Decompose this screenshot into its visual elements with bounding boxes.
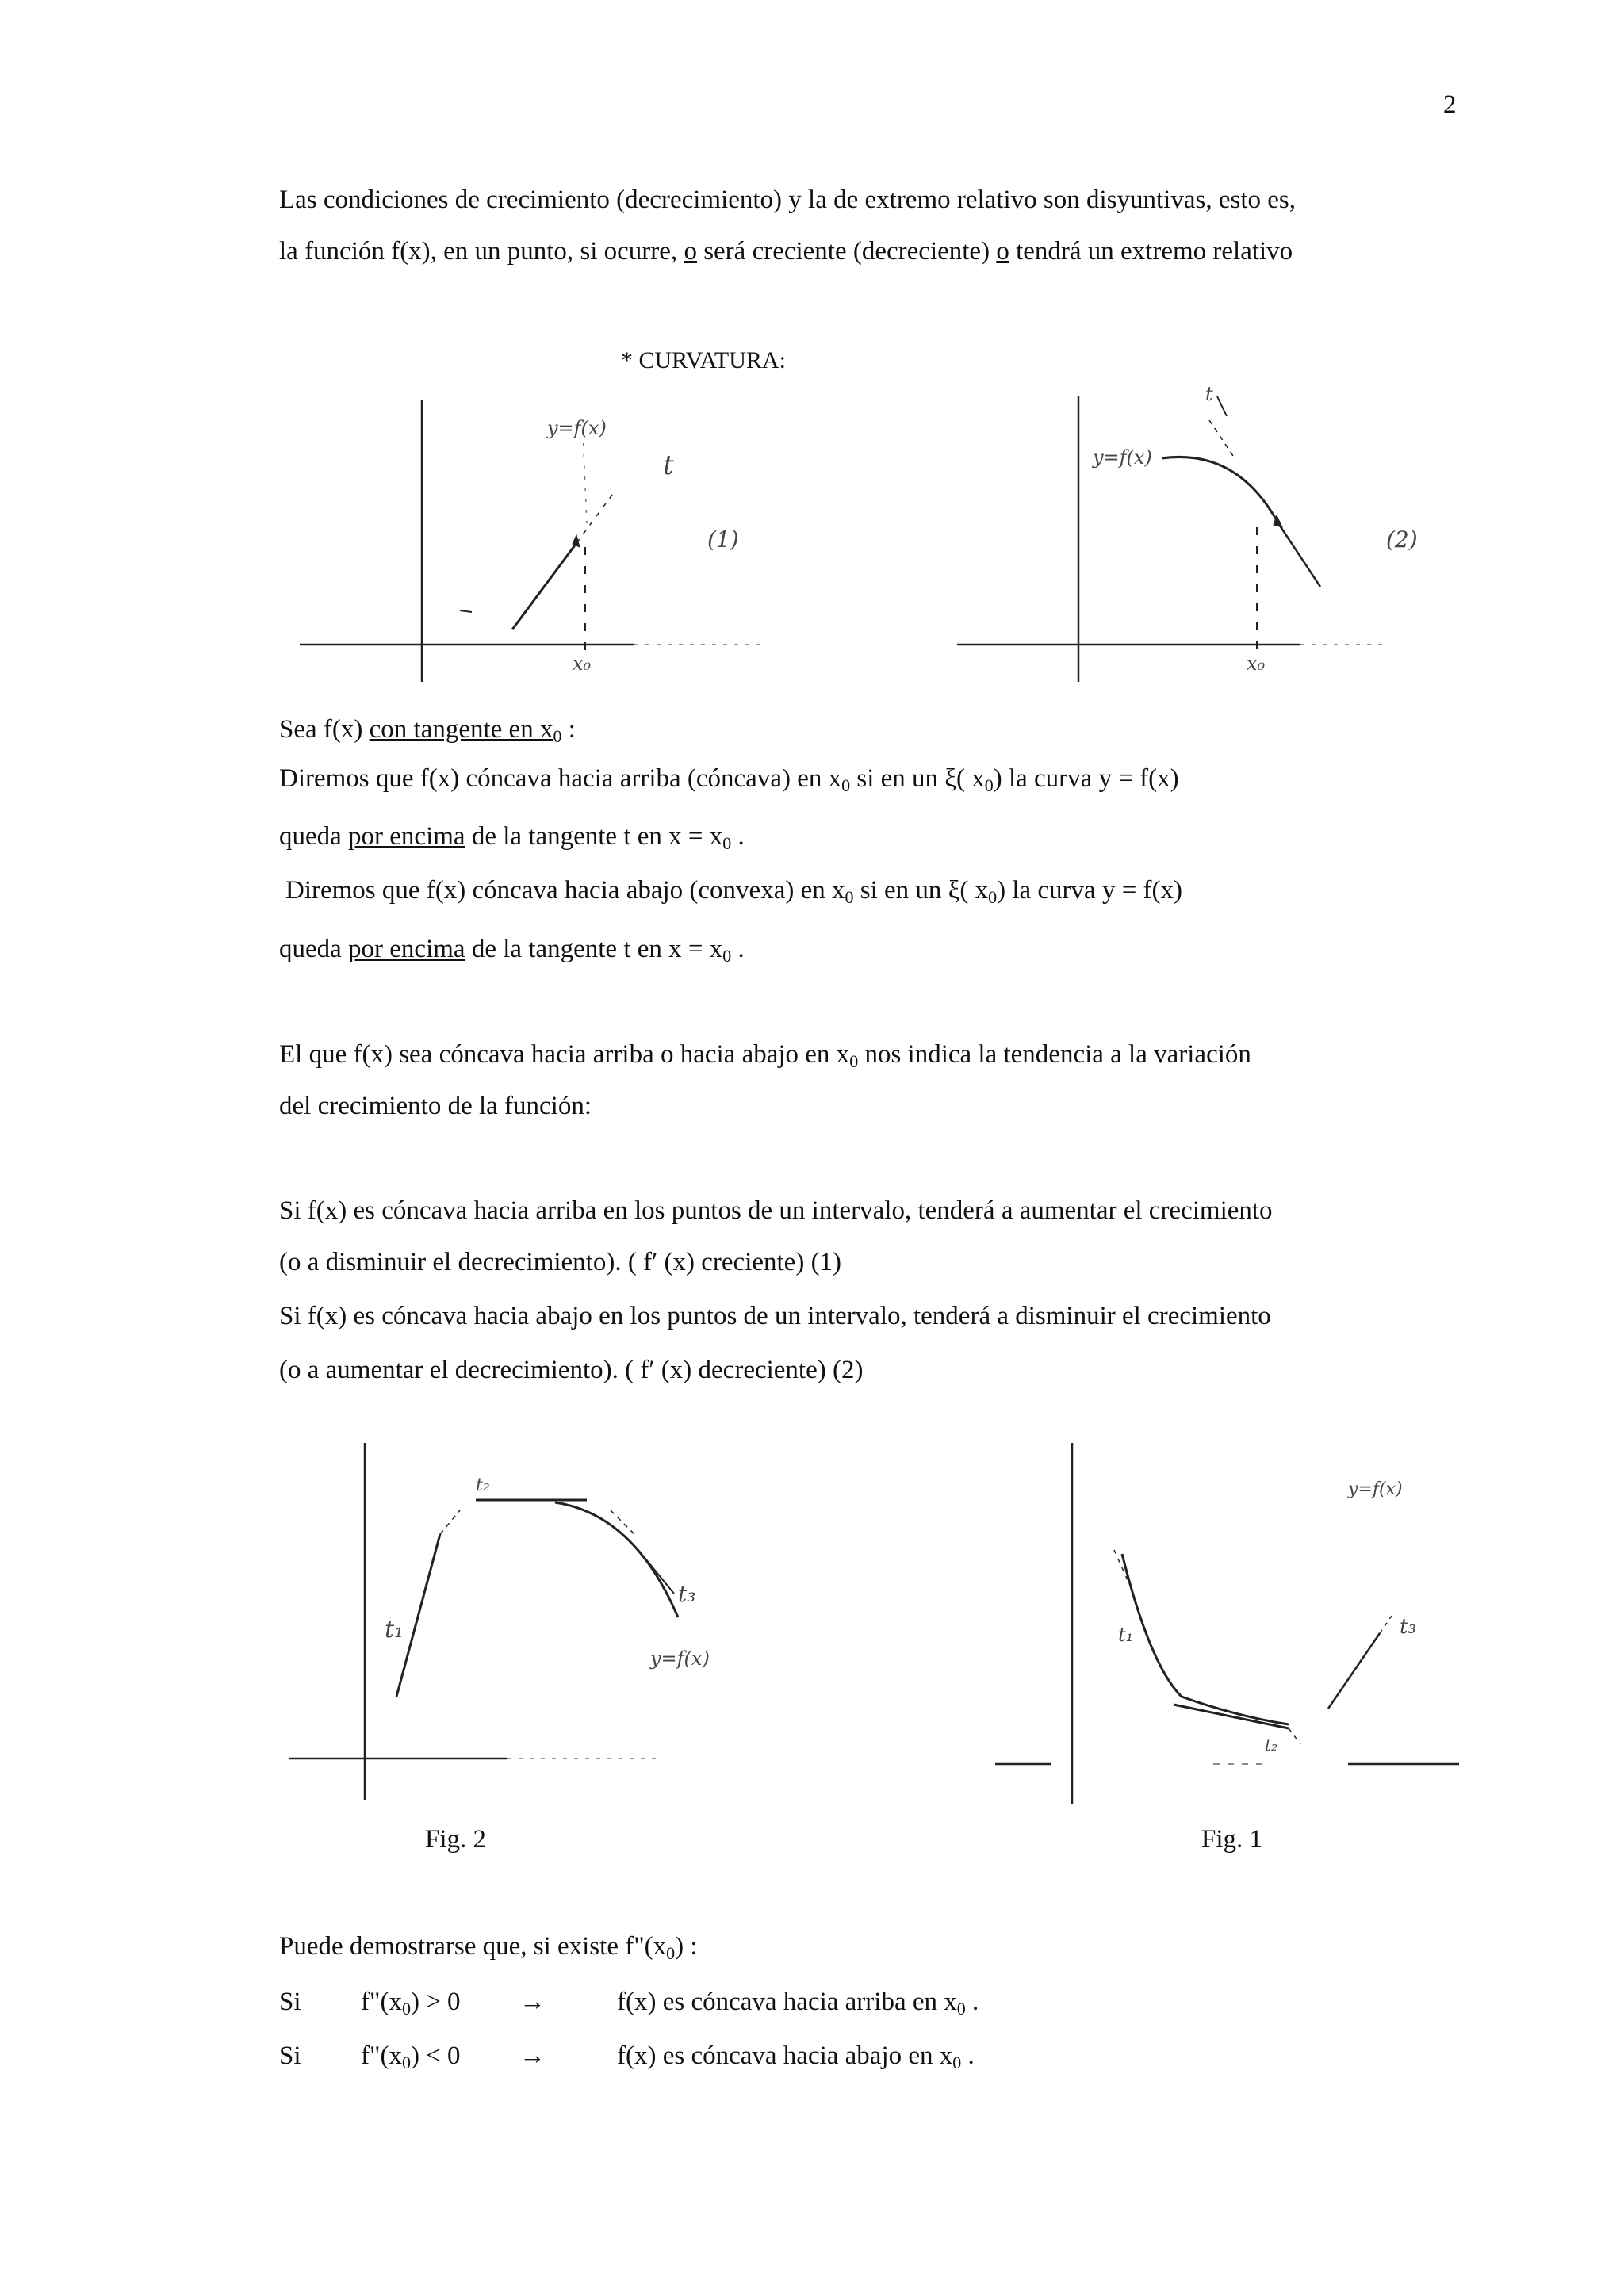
figure-2-tangent-label: t	[1205, 383, 1213, 405]
final-row-2-arrow: →	[519, 2042, 546, 2070]
intro-line-1: Las condiciones de crecimiento (decrecimiento) y la de extremo relativo son disyuntivas, esto es,	[279, 186, 1296, 214]
definition-concave-down: Diremos que f(x) cóncava hacia abajo (convexa) en $x_0$ si en un ξ( $x_0$) la curva y = f(x)	[285, 876, 1183, 907]
section-title-curvatura: * CURVATURA:	[621, 347, 786, 373]
figure-2-x0-label: x₀	[1247, 652, 1266, 675]
final-row-1-si: Si	[279, 1988, 301, 2016]
fig-1-caption: Fig. 1	[1201, 1825, 1263, 1854]
final-row-2-si: Si	[279, 2042, 301, 2070]
figure-2-curve-label: y=f(x)	[1093, 446, 1152, 469]
definition-concave-down-cont: queda por encima de la tangente t en $x = x_0$ .	[279, 935, 745, 966]
definition-concave-up-cont: queda por encima de la tangente t en $x = x_0$ .	[279, 822, 745, 853]
fig-2-sketch	[289, 1443, 678, 1800]
fig-1-t1-label: t₁	[1118, 1624, 1134, 1646]
fig-2-caption: Fig. 2	[425, 1825, 487, 1854]
final-row-2-condition: $f"(x_0) < 0$	[361, 2042, 461, 2072]
fig-1-t2-label: t₂	[1265, 1735, 1278, 1755]
figure-1-tangent-label: t	[663, 450, 674, 481]
trend-line-1: El que f(x) sea cóncava hacia arriba o hacia abajo en $x_0$ nos indica la tendencia a la variación	[279, 1040, 1251, 1071]
fig-2-t3-label: t₃	[678, 1581, 696, 1607]
rule-2-line-1: Si f(x) es cóncava hacia abajo en los puntos de un intervalo, tenderá a disminuir el crecimiento	[279, 1302, 1271, 1330]
figure-1-x0-label: x₀	[573, 652, 592, 675]
final-row-1-arrow: →	[519, 1988, 546, 2016]
figure-1-curve-label: y=f(x)	[547, 417, 607, 439]
fig-1-curve-label: y=f(x)	[1348, 1479, 1403, 1499]
intro-line-2: la función f(x), en un punto, si ocurre, o será creciente (decreciente) o tendrá un extremo relativo	[279, 237, 1293, 266]
fig-1-t3-label: t₃	[1400, 1615, 1416, 1639]
figure-2-tag: (2)	[1386, 526, 1418, 553]
rule-1-line-2: (o a disminuir el decrecimiento). ( f′ (x) creciente) (1)	[279, 1248, 842, 1276]
sea-line: Sea f(x) con tangente en $x_0$ :	[279, 715, 576, 746]
fig-2-curve-label: y=f(x)	[650, 1647, 710, 1670]
figure-1-tag: (1)	[707, 526, 739, 553]
final-row-1-condition: $f"(x_0) > 0$	[361, 1988, 461, 2019]
rule-1-line-1: Si f(x) es cóncava hacia arriba en los puntos de un intervalo, tenderá a aumentar el crecimiento	[279, 1196, 1273, 1225]
definition-concave-up: Diremos que f(x) cóncava hacia arriba (cóncava) en $x_0$ si en un ξ( $x_0$) la curva y = f(x)	[279, 764, 1179, 795]
rule-2-line-2: (o a aumentar el decrecimiento). ( f′ (x) decreciente) (2)	[279, 1356, 864, 1384]
fig-2-t1-label: t₁	[385, 1616, 404, 1644]
final-row-2-result: f(x) es cóncava hacia abajo en $x_0$ .	[617, 2042, 975, 2072]
fig-2-t2-label: t₂	[476, 1475, 490, 1495]
final-row-1-result: f(x) es cóncava hacia arriba en $x_0$ .	[617, 1988, 979, 2019]
final-lead: Puede demostrarse que, si existe $f"(x_0)$ :	[279, 1932, 698, 1963]
trend-line-2: del crecimiento de la función:	[279, 1092, 592, 1120]
page-number: 2	[1443, 90, 1457, 119]
